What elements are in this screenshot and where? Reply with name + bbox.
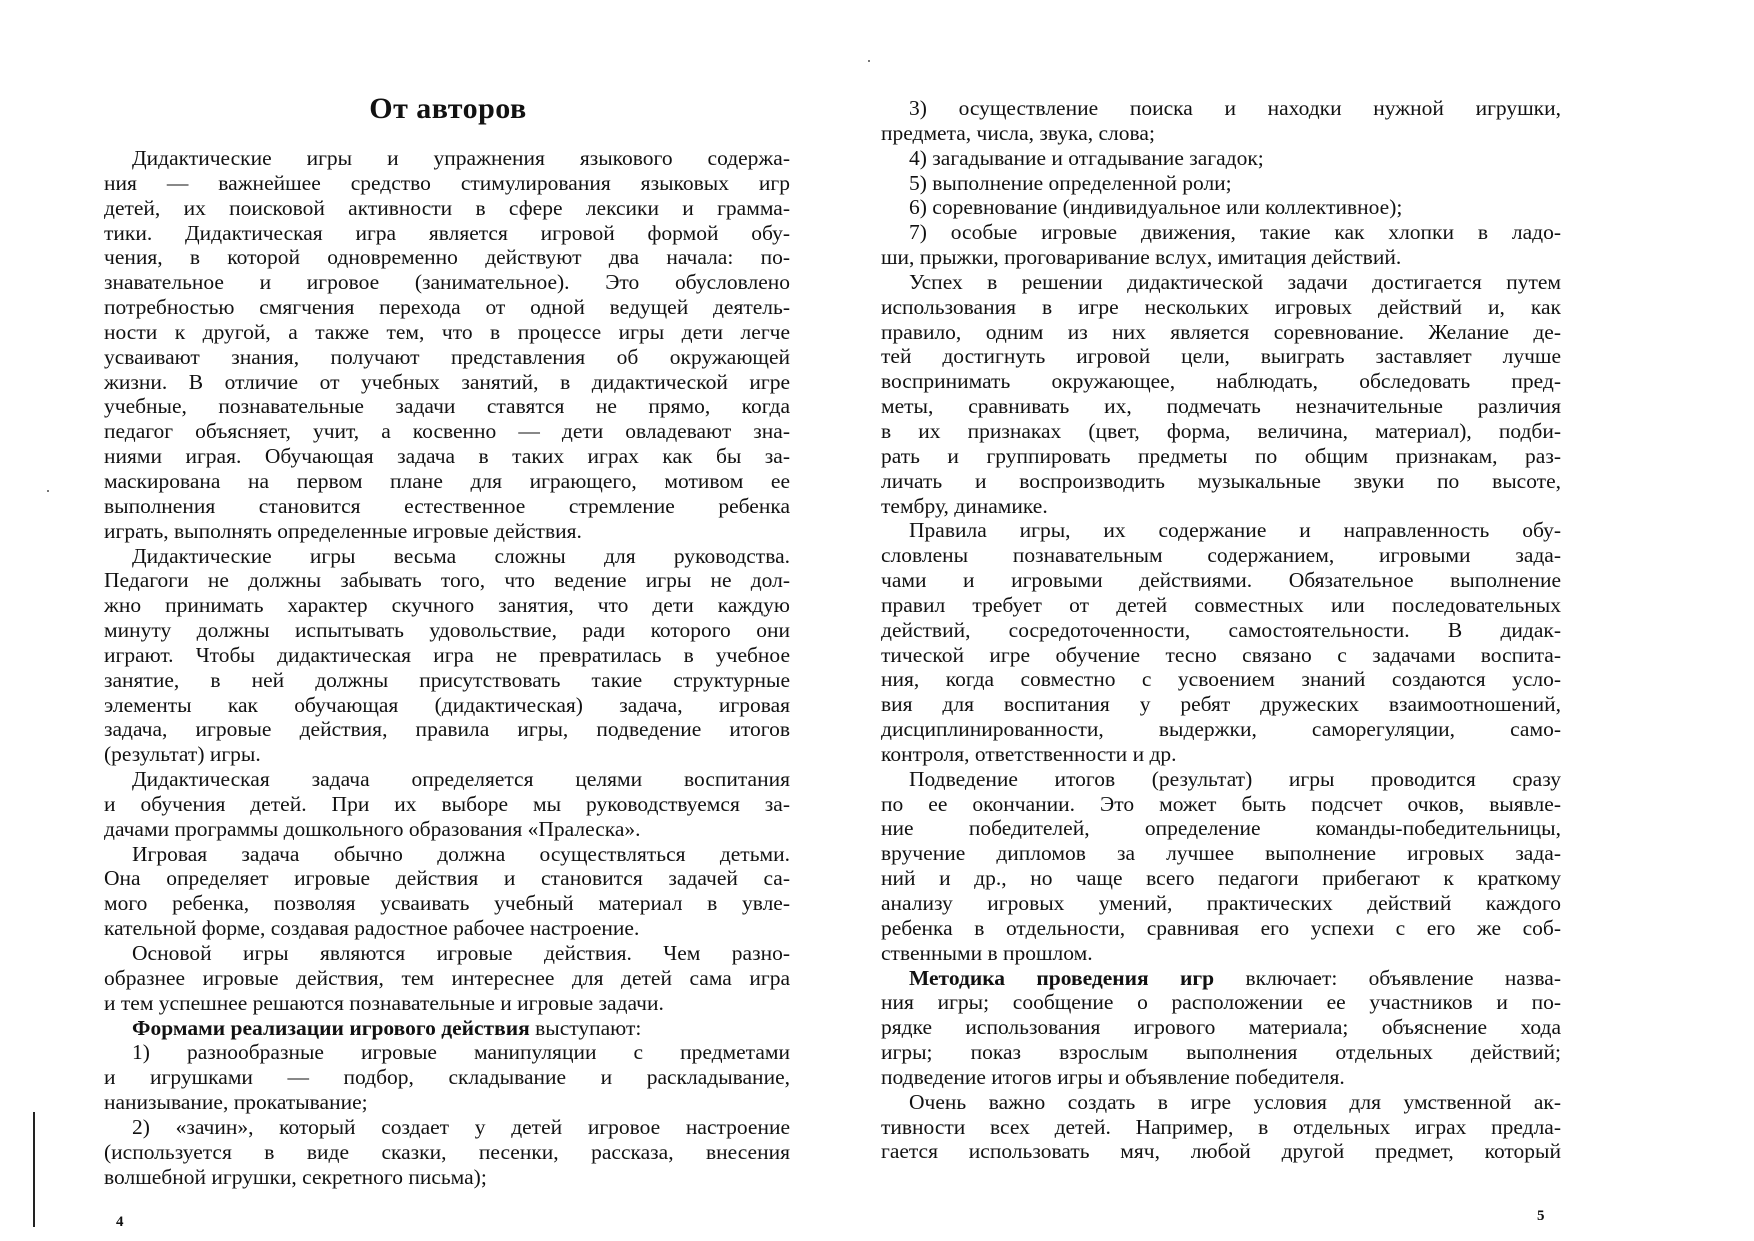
- text-line: 3) осуществление поиска и находки нужной игрушки,: [909, 96, 1561, 120]
- text-line: [104, 1016, 790, 1041]
- text-line: тики. Дидактическая игра является игровой формой обу-: [104, 220, 790, 245]
- text-line: знавательное и игровое (занимательное). Это обусловлено: [104, 270, 790, 295]
- paragraph: [881, 966, 1561, 1090]
- text-line: усваивают знания, получают представления об окружающей: [104, 344, 790, 369]
- text-line: учебные, познавательные задачи ставятся не прямо, когда: [104, 394, 790, 419]
- text-line: Дидактические игры и упражнения языкового содержа-: [132, 146, 790, 170]
- text-line: ние победителей, определение команды-победительницы,: [881, 816, 1561, 841]
- page-number-left: 4: [116, 1214, 124, 1230]
- text-line: Подведение итогов (результат) игры проводится сразу: [909, 766, 1561, 791]
- text-run: выступают:: [529, 1015, 642, 1040]
- text-line: детей, их поисковой активности в сфере лексики и грамма-: [104, 195, 790, 220]
- text-line: меты, сравнивать их, подмечать незначительные различия: [881, 394, 1561, 419]
- paragraph: [881, 270, 1561, 518]
- text-line: 6) соревнование (индивидуальное или коллективное);: [909, 195, 1403, 220]
- text-line: жизни. В отличие от учебных занятий, в дидактической игре: [104, 369, 790, 394]
- text-line: словлены познавательным содержанием, игровыми зада-: [881, 543, 1561, 568]
- text-line: ния — важнейшее средство стимулирования языковых игр: [104, 170, 790, 195]
- text-line: Дидактические игры весьма сложны для руководства.: [132, 543, 790, 568]
- paragraph: [104, 544, 790, 768]
- text-line: чения, в которой одновременно действуют два начала: по-: [104, 245, 790, 270]
- paragraph: [881, 96, 1561, 146]
- left-page-text: [104, 146, 790, 1189]
- text-line: в их признаках (цвет, форма, величина, материал), подби-: [881, 418, 1561, 443]
- text-line: контроля, ответственности и др.: [881, 741, 1177, 766]
- text-line: задача, игровые действия, правила игры, подведение итогов: [104, 717, 790, 742]
- text-run: включает: объявление назва-: [1214, 965, 1561, 990]
- text-line: ния игры; сообщение о расположении ее участников и по-: [881, 990, 1561, 1015]
- text-line: гается использовать мяч, любой другой предмет, который: [881, 1139, 1561, 1164]
- text-line: действий, сосредоточенности, самостоятельности. В дидак-: [881, 617, 1561, 642]
- text-line: 7) особые игровые движения, такие как хлопки в ладо-: [909, 220, 1561, 245]
- text-line: личать и воспроизводить музыкальные звуки по высоте,: [881, 468, 1561, 493]
- text-line: Успех в решении дидактической задачи достигается путем: [909, 269, 1561, 294]
- scan-speck: [868, 60, 870, 62]
- text-line: Она определяет игровые действия и становится задачей са-: [104, 866, 790, 891]
- text-line: вия для воспитания у ребят дружеских взаимоотношений,: [881, 692, 1561, 717]
- text-line: элементы как обучающая (дидактическая) задача, игровая: [104, 692, 790, 717]
- text-line: занятие, в ней должны присутствовать такие структурные: [104, 667, 790, 692]
- text-line: мого ребенка, позволяя усваивать учебный материал в увле-: [104, 891, 790, 916]
- paragraph: [104, 941, 790, 1016]
- text-line: чами и игровыми действиями. Обязательное выполнение: [881, 568, 1561, 593]
- paragraph: [881, 1090, 1561, 1165]
- scan-edge-mark: [33, 1112, 35, 1227]
- paragraph: [881, 195, 1561, 220]
- text-line: тей достигнуть игровой цели, выиграть заставляет лучше: [881, 344, 1561, 369]
- text-line: педагог объясняет, учит, а косвенно — дети овладевают зна-: [104, 419, 790, 444]
- text-line: нанизывание, прокатывание;: [104, 1090, 368, 1115]
- paragraph: [881, 518, 1561, 766]
- paragraph: [881, 220, 1561, 270]
- paragraph: [104, 1115, 790, 1190]
- text-line: играют. Чтобы дидактическая игра не превратилась в учебное: [104, 642, 790, 667]
- text-line: предмета, числа, звука, слова;: [881, 120, 1155, 145]
- text-line: 2) «зачин», который создает у детей игровое настроение: [132, 1114, 790, 1139]
- page-title: От авторов: [369, 92, 527, 125]
- text-line: волшебной игрушки, секретного письма);: [104, 1164, 487, 1189]
- scan-speck: [47, 490, 49, 492]
- text-line: (результат) игры.: [104, 742, 261, 767]
- page-number-right: 5: [1537, 1208, 1545, 1224]
- text-line: и игрушками — подбор, складывание и раскладывание,: [104, 1065, 790, 1090]
- text-line: правил требует от детей совместных или последовательных: [881, 592, 1561, 617]
- text-line: тембру, динамике.: [881, 493, 1048, 518]
- text-line: рядке использования игрового материала; объяснение хода: [881, 1015, 1561, 1040]
- paragraph: [881, 767, 1561, 966]
- paragraph: [104, 842, 790, 941]
- text-line: Игровая задача обычно должна осуществляться детьми.: [132, 841, 790, 866]
- paragraph: [104, 1016, 790, 1041]
- text-line: 5) выполнение определенной роли;: [909, 170, 1232, 195]
- text-line: анализу игровых умений, практических действий каждого: [881, 891, 1561, 915]
- paragraph: [104, 767, 790, 842]
- text-line: минуту должны испытывать удовольствие, ради которого они: [104, 618, 790, 643]
- text-line: ниями играя. Обучающая задача в таких играх как бы за-: [104, 444, 790, 469]
- text-line: ребенка в отдельности, сравнивая его успехи с его же соб-: [881, 915, 1561, 940]
- text-line: Правила игры, их содержание и направленность обу-: [909, 518, 1561, 543]
- text-line: Дидактическая задача определяется целями воспитания: [132, 767, 790, 792]
- paragraph: [881, 171, 1561, 196]
- text-line: подведение итогов игры и объявление победителя.: [881, 1064, 1345, 1089]
- text-line: дачами программы дошкольного образования «Пралеска».: [104, 816, 641, 841]
- text-line: Очень важно создать в игре условия для умственной ак-: [909, 1089, 1561, 1114]
- text-line: кательной форме, создавая радостное рабочее настроение.: [104, 916, 640, 941]
- right-page-text: [881, 96, 1561, 1164]
- text-line: 1) разнообразные игровые манипуляции с предметами: [132, 1040, 790, 1065]
- text-line: ния, когда совместно с усвоением знаний создаются усло-: [881, 667, 1561, 692]
- text-line: ний и др., но чаще всего педагоги прибегают к краткому: [881, 866, 1561, 891]
- text-line: Педагоги не должны забывать того, что ведение игры не дол-: [104, 568, 790, 593]
- text-line: правило, одним из них является соревнование. Желание де-: [881, 319, 1561, 344]
- text-line: играть, выполнять определенные игровые действия.: [104, 518, 582, 543]
- text-line: потребностью смягчения перехода от одной ведущей деятель-: [104, 295, 790, 320]
- bold-lead: Формами реализации игрового действия: [132, 1015, 530, 1040]
- text-line: 4) загадывание и отгадывание загадок;: [909, 145, 1264, 170]
- text-line: маскирована на первом плане для играющего, мотивом ее: [104, 468, 790, 493]
- text-line: игры; показ взрослым выполнения отдельных действий;: [881, 1040, 1561, 1065]
- text-line: тической игре обучение тесно связано с задачами воспита-: [881, 642, 1561, 667]
- text-line: жно принимать характер скучного занятия, что дети каждую: [104, 593, 790, 618]
- text-line: ственными в прошлом.: [881, 940, 1093, 965]
- text-line: и тем успешнее решаются познавательные и игровые задачи.: [104, 990, 664, 1015]
- paragraph: [881, 146, 1561, 171]
- paragraph: [104, 146, 790, 544]
- text-line: использования в игре нескольких игровых действий и, как: [881, 294, 1561, 319]
- text-line: образнее игровые действия, тем интереснее для детей сама игра: [104, 965, 790, 990]
- text-line: (используется в виде сказки, песенки, рассказа, внесения: [104, 1139, 790, 1164]
- text-line: выполнения становится естественное стремление ребенка: [104, 493, 790, 518]
- text-line: по ее окончании. Это может быть подсчет очков, выявле-: [881, 791, 1561, 816]
- text-line: воспринимать окружающее, наблюдать, обследовать пред-: [881, 369, 1561, 394]
- text-line: рать и группировать предметы по общим признакам, раз-: [881, 443, 1561, 468]
- text-line: ши, прыжки, проговаривание вслух, имитация действий.: [881, 245, 1402, 270]
- text-line: [881, 966, 1561, 991]
- text-line: ности к другой, а также тем, что в процессе игры дети легче: [104, 319, 790, 344]
- text-line: вручение дипломов за лучшее выполнение игровых зада-: [881, 841, 1561, 866]
- bold-lead: Методика проведения игр: [909, 965, 1215, 990]
- text-line: дисциплинированности, выдержки, саморегуляции, само-: [881, 717, 1561, 742]
- text-line: Основой игры являются игровые действия. Чем разно-: [132, 941, 790, 965]
- paragraph: [104, 1040, 790, 1115]
- text-line: и обучения детей. При их выборе мы руководствуемся за-: [104, 791, 790, 816]
- text-line: тивности всех детей. Например, в отдельных играх предла-: [881, 1114, 1561, 1139]
